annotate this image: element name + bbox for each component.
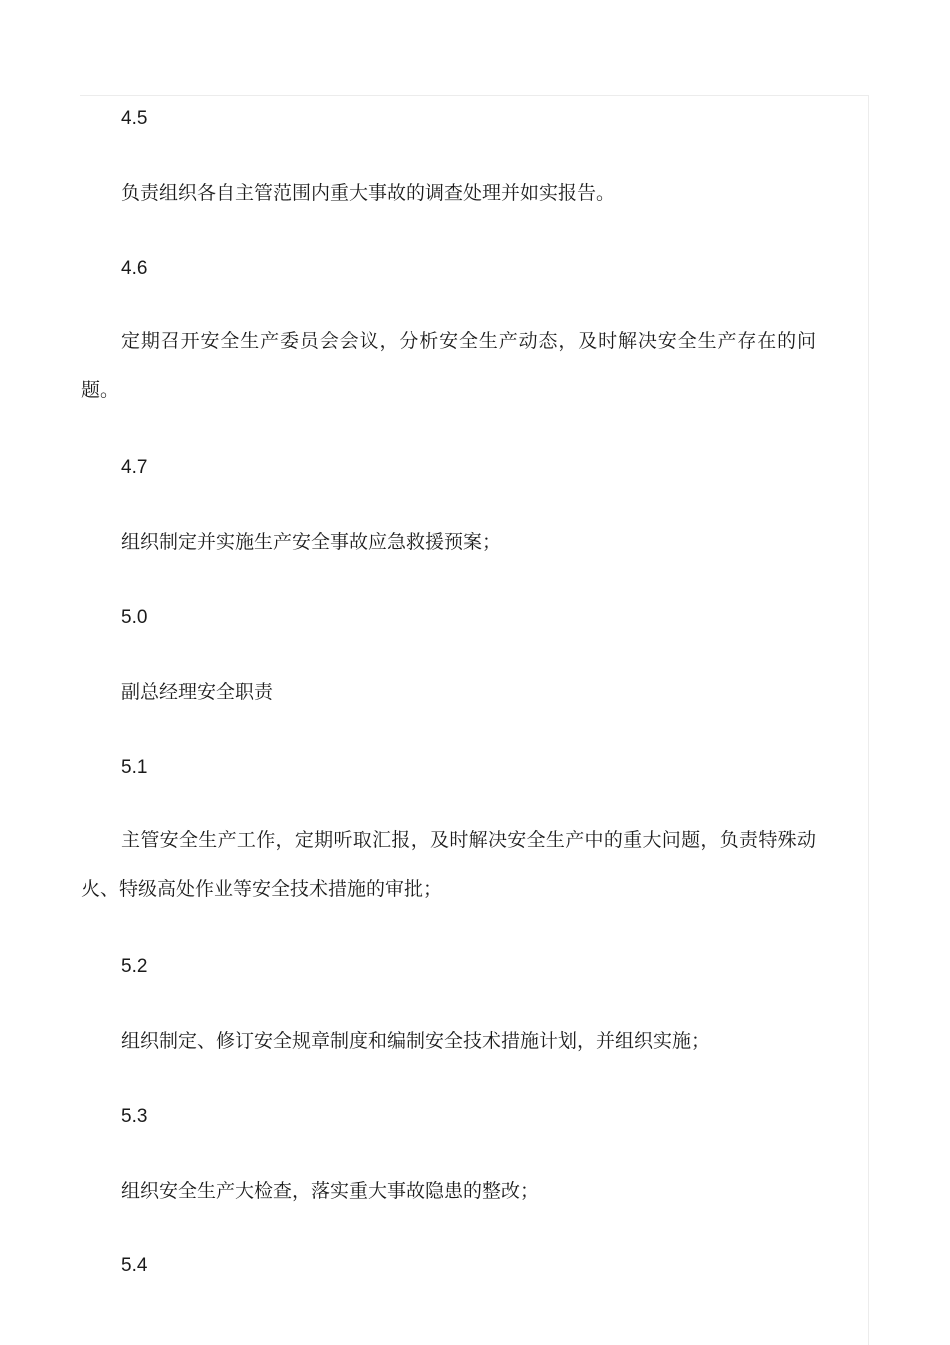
section-text-4-7: 组织制定并实施生产安全事故应急救援预案；	[121, 531, 502, 553]
section-text-5-2: 组织制定、修订安全规章制度和编制安全技术措施计划，并组织实施；	[121, 1030, 711, 1052]
section-text-4-5: 负责组织各自主管范围内重大事故的调查处理并如实报告。	[121, 182, 616, 204]
section-number-4-5: 4.5	[121, 108, 148, 129]
section-number-5-3: 5.3	[121, 1106, 148, 1127]
section-number-5-4: 5.4	[121, 1255, 148, 1276]
section-text-4-6: 定期召开安全生产委员会会议，分析安全生产动态，及时解决安全生产存在的问题。	[81, 330, 816, 401]
section-text-5-3: 组织安全生产大检查，落实重大事故隐患的整改；	[121, 1180, 540, 1202]
section-heading-5-0: 副总经理安全职责	[121, 681, 274, 703]
section-text-5-1: 主管安全生产工作，定期听取汇报，及时解决安全生产中的重大问题，负责特殊动火、特级高处作业等安全技术措施的审批；	[81, 829, 816, 900]
section-number-5-1: 5.1	[121, 757, 148, 778]
section-number-4-6: 4.6	[121, 258, 148, 279]
section-number-4-7: 4.7	[121, 457, 148, 478]
section-number-5-2: 5.2	[121, 956, 148, 977]
page-frame	[80, 95, 869, 1345]
section-number-5-0: 5.0	[121, 607, 148, 628]
